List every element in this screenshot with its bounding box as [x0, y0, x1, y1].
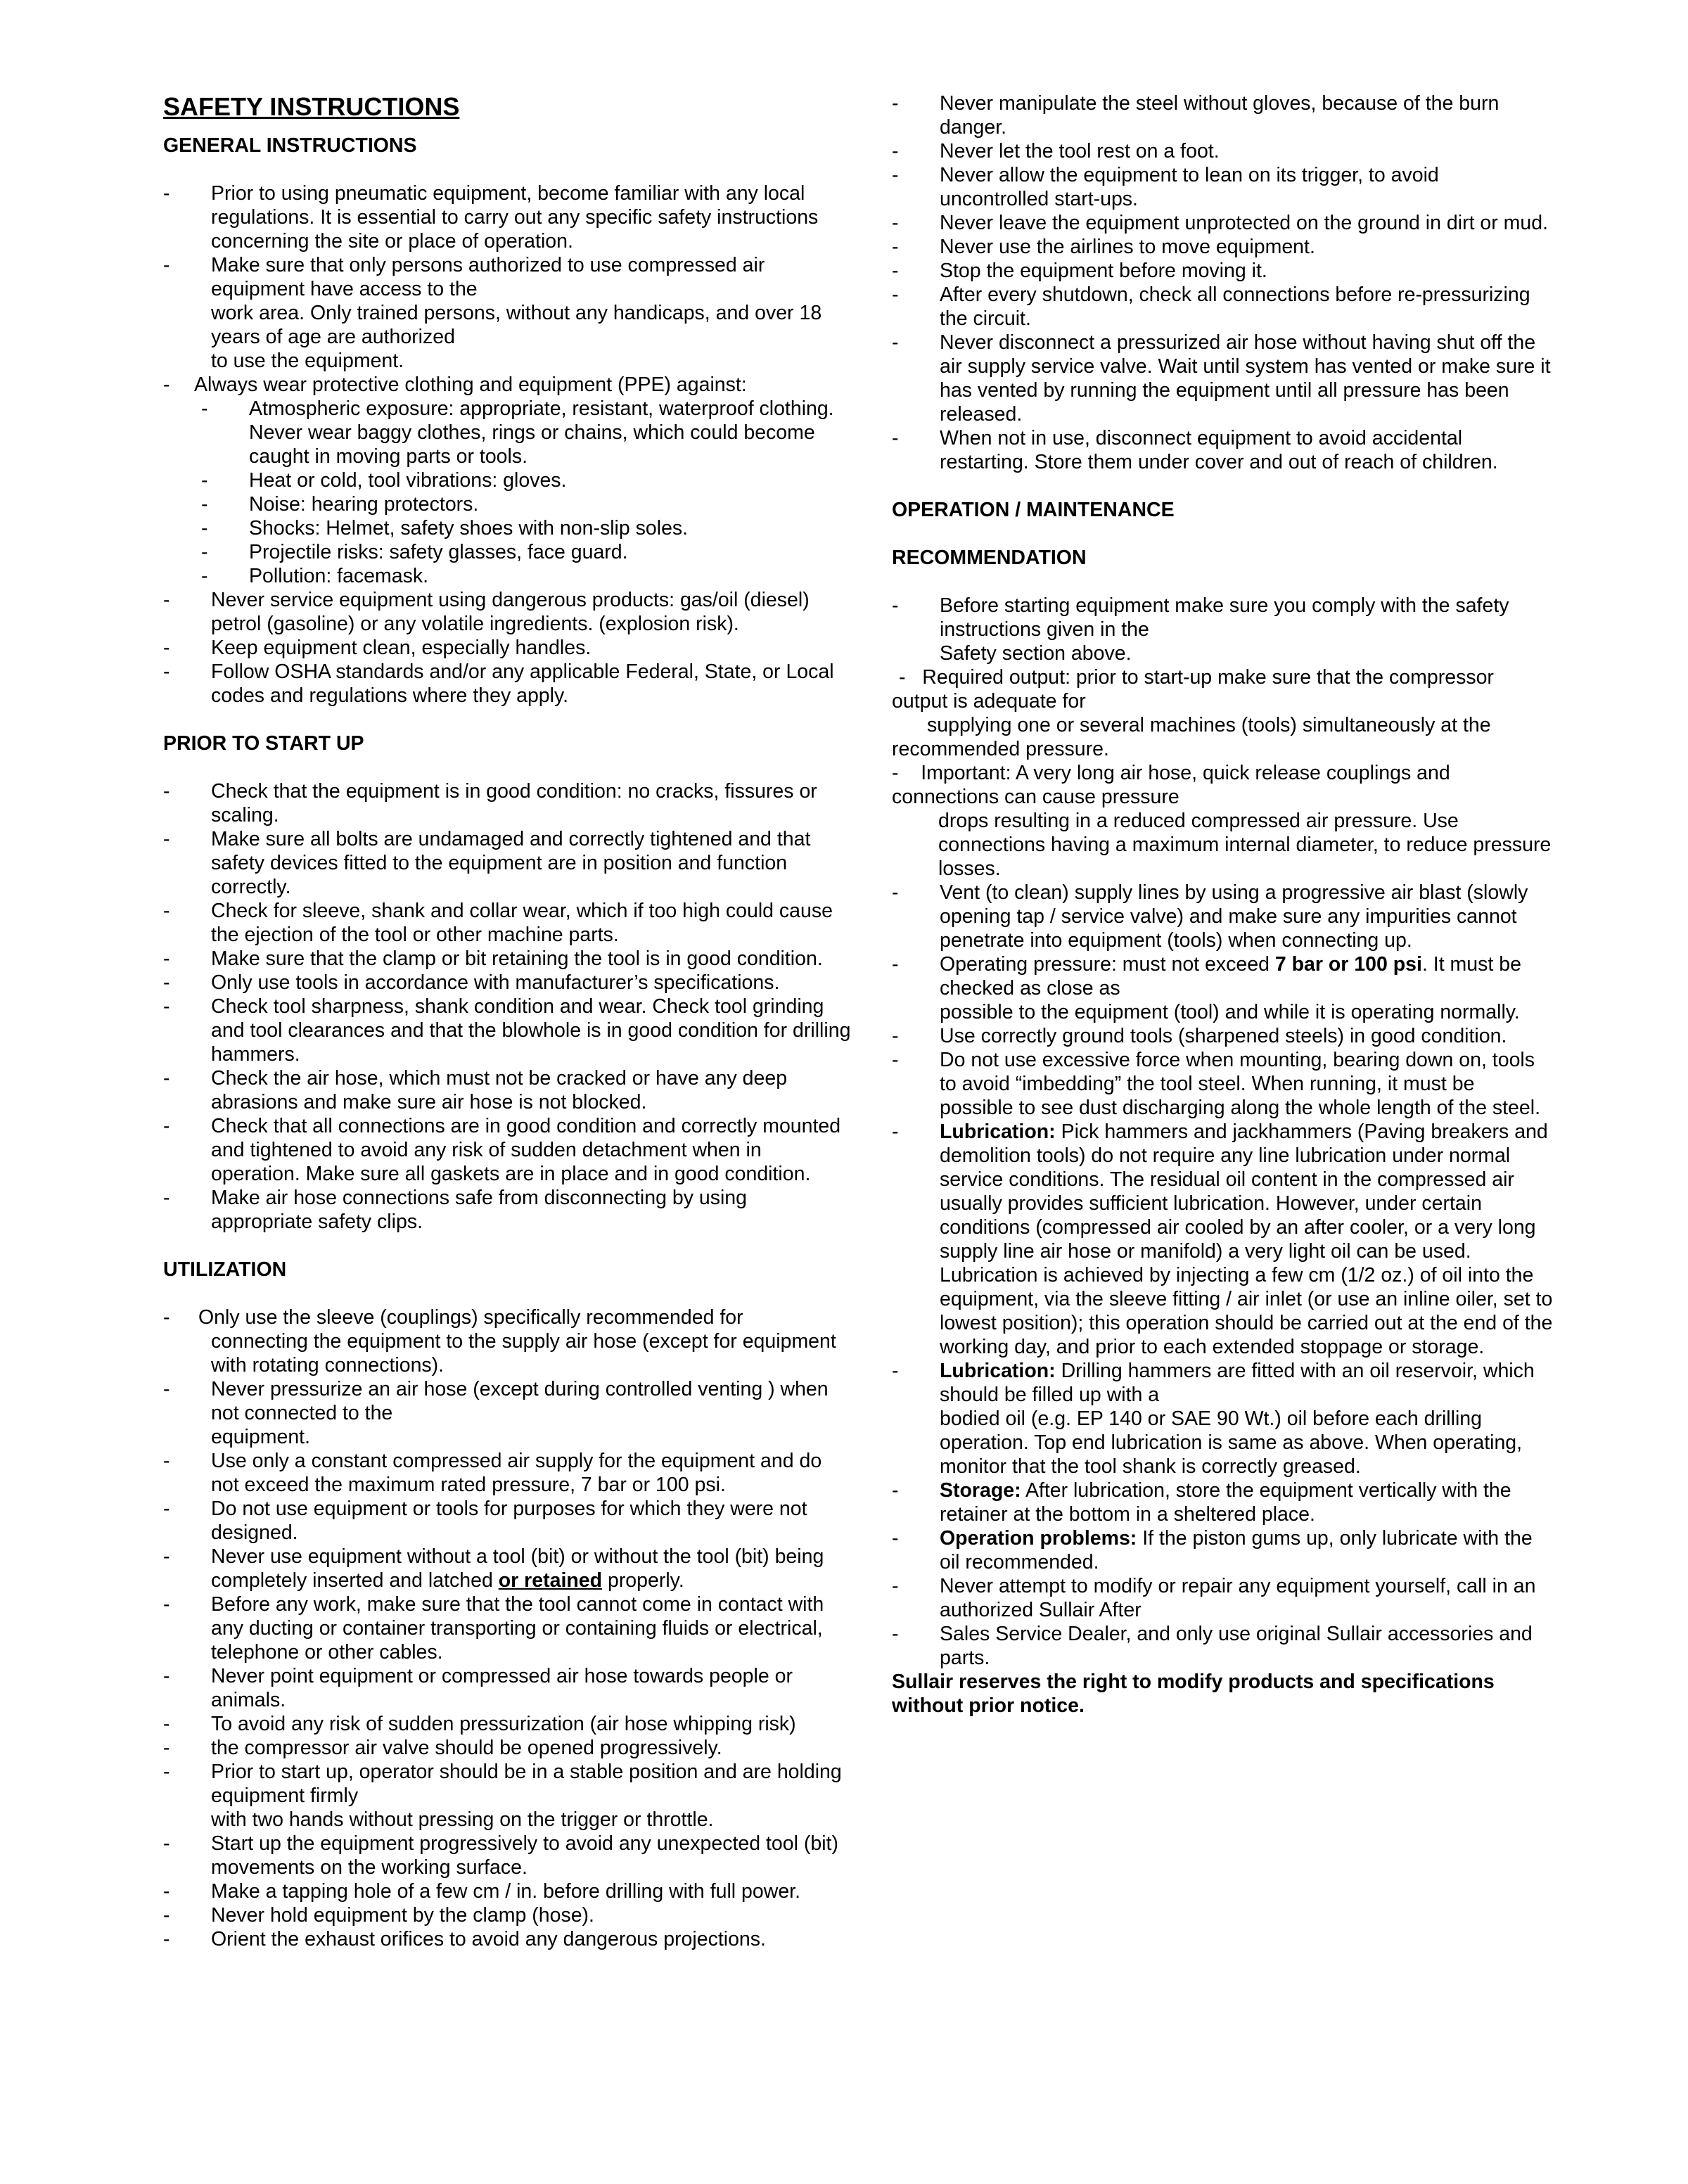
list-item: - Check tool sharpness, shank condition and wear. Check tool grinding and tool clearances and that the blowhole is in good condition for drilling hammers. [163, 995, 851, 1066]
list-item: - Lubrication: Pick hammers and jackhammers (Paving breakers and demolition tools) do not require any line lubrication under normal service conditions. The residual oil content in the compressed air usually provides sufficient lubrication. However, under certain conditions (compressed air cooled by an after cooler, or a very long supply line air hose or manifold) a very light oil can be used. Lubrication is achieved by injecting a few cm (1/2 oz.) of oil into the equipment, via the sleeve fitting / air inlet (or use an inline oiler, set to lowest position); this operation should be carried out at the end of the working day, and prior to each extended stoppage or storage. [892, 1120, 1553, 1358]
sub-list-item: - Pollution: facemask. [201, 565, 429, 587]
list-item: - Vent (to clean) supply lines by using a progressive air blast (slowly opening tap / service valve) and make sure any impurities cannot penetrate into equipment (tools) when connecting up. [892, 881, 1528, 952]
list-item: - Never point equipment or compressed air hose towards people or animals. [163, 1665, 793, 1711]
list-item: - Storage: After lubrication, store the equipment vertically with the retainer at the bottom in a sheltered place. [892, 1479, 1511, 1526]
list-item: - Never attempt to modify or repair any equipment yourself, call in an authorized Sullair After [892, 1575, 1536, 1621]
list-item: - Never leave the equipment unprotected on the ground in dirt or mud. [892, 212, 1549, 234]
list-item: - When not in use, disconnect equipment to avoid accidental restarting. Store them under cover and out of reach of children. [892, 427, 1498, 473]
list-item: - Start up the equipment progressively to avoid any unexpected tool (bit) movements on the working surface. [163, 1832, 838, 1879]
list-item: - Prior to start up, operator should be in a stable position and are holding equipment firmly with two hands without pressing on the trigger or throttle. [163, 1761, 842, 1831]
list-item: - Never disconnect a pressurized air hose without having shut off the air supply service valve. Wait until system has vented or make sure it has vented by running the equipment until all pressure has been released. [892, 331, 1551, 426]
right-column [892, 91, 1553, 1718]
list-item: - Prior to using pneumatic equipment, become familiar with any local regulations. It is essential to carry out any specific safety instructions concerning the site or place of operation. [163, 182, 819, 253]
list-item: - Always wear protective clothing and equipment (PPE) against: [163, 373, 747, 396]
list-item: - Keep equipment clean, especially handles. [163, 637, 592, 659]
list-item: - Never manipulate the steel without gloves, because of the burn danger. [892, 92, 1500, 139]
list-item: - Make a tapping hole of a few cm / in. before drilling with full power. [163, 1880, 801, 1903]
sub-list-item: - Atmospheric exposure: appropriate, resistant, waterproof clothing. Never wear baggy clothes, rings or chains, which could become caught in moving parts or tools. [201, 397, 834, 468]
list-item: - Check that the equipment is in good condition: no cracks, fissures or scaling. [163, 780, 817, 826]
list-item: - Do not use excessive force when mounting, bearing down on, tools to avoid “imbedding” the tool steel. When running, it must be possible to see dust discharging along the whole length of the steel. [892, 1049, 1540, 1119]
list-item: - Check the air hose, which must not be cracked or have any deep abrasions and make sure air hose is not blocked. [163, 1067, 788, 1113]
list-item: - Check that all connections are in good condition and correctly mounted and tightened to avoid any risk of sudden detachment when in operation. Make sure all gaskets are in place and in good condition. [163, 1115, 841, 1185]
list-item: - Required output: prior to start-up make sure that the compressor output is adequate for supplying one or several machines (tools) simultaneously at the recommended pressure. [892, 666, 1494, 760]
list-item: - Make sure that the clamp or bit retaining the tool is in good condition. [163, 947, 823, 970]
list-item: - After every shutdown, check all connections before re-pressurizing the circuit. [892, 283, 1530, 330]
list-item: - Make air hose connections safe from disconnecting by using appropriate safety clips. [163, 1187, 747, 1233]
list-item: - Use only a constant compressed air supply for the equipment and do not exceed the maximum rated pressure, 7 bar or 100 psi. [163, 1450, 822, 1496]
section-heading-general: GENERAL INSTRUCTIONS [163, 134, 417, 157]
section-heading-prior: PRIOR TO START UP [163, 732, 364, 755]
list-item: - Sales Service Dealer, and only use original Sullair accessories and parts. [892, 1623, 1533, 1669]
list-item: - Never pressurize an air hose (except during controlled venting ) when not connected to the equipment. [163, 1378, 829, 1448]
list-item: - Follow OSHA standards and/or any applicable Federal, State, or Local codes and regulations where they apply. [163, 660, 834, 707]
page-title: SAFETY INSTRUCTIONS [163, 92, 460, 121]
list-item: - Never allow the equipment to lean on its trigger, to avoid uncontrolled start-ups. [892, 164, 1439, 210]
list-item: - Important: A very long air hose, quick release couplings and connections can cause pressure drops resulting in a reduced compressed air pressure. Use connections having a maximum internal diameter, to reduce pressure losses. [892, 762, 1552, 880]
list-item: - Before starting equipment make sure you comply with the safety instructions given in the Safety section above. [892, 594, 1509, 665]
list-item: - Stop the equipment before moving it. [892, 260, 1267, 282]
sub-list-item: - Noise: hearing protectors. [201, 493, 479, 516]
list-item: - Orient the exhaust orifices to avoid any dangerous projections. [163, 1928, 766, 1950]
list-item: - Do not use equipment or tools for purposes for which they were not designed. [163, 1497, 807, 1544]
section-heading-operation: OPERATION / MAINTENANCE [892, 499, 1175, 521]
list-item: - Operating pressure: must not exceed 7 bar or 100 psi. It must be checked as close as possible to the equipment (tool) and while it is operating normally. [892, 953, 1521, 1023]
list-item: - Before any work, make sure that the tool cannot come in contact with any ducting or container transporting or containing fluids or electrical, telephone or other cables. [163, 1593, 824, 1663]
list-item: - Only use tools in accordance with manufacturer’s specifications. [163, 971, 780, 994]
list-item: - Use correctly ground tools (sharpened steels) in good condition. [892, 1025, 1507, 1047]
list-item: - Never hold equipment by the clamp (hose). [163, 1904, 594, 1927]
closing-statement: Sullair reserves the right to modify products and specifications without prior notice. [892, 1671, 1495, 1717]
list-item: - Make sure all bolts are undamaged and correctly tightened and that safety devices fitted to the equipment are in position and function correctly. [163, 828, 811, 898]
list-item: - Check for sleeve, shank and collar wear, which if too high could cause the ejection of the tool or other machine parts. [163, 900, 833, 946]
list-item: - Operation problems: If the piston gums up, only lubricate with the oil recommended. [892, 1527, 1533, 1573]
list-item: - Never use the airlines to move equipment. [892, 236, 1315, 258]
list-item: - Lubrication: Drilling hammers are fitted with an oil reservoir, which should be filled up with a bodied oil (e.g. EP 140 or SAE 90 Wt.) oil before each drilling operation. Top end lubrication is same as above. When operating, monitor that the tool shank is correctly greased. [892, 1360, 1535, 1478]
list-item: - the compressor air valve should be opened progressively. [163, 1737, 722, 1759]
sub-list-item: - Heat or cold, tool vibrations: gloves. [201, 469, 567, 492]
list-item: - To avoid any risk of sudden pressurization (air hose whipping risk) [163, 1713, 796, 1735]
list-item: - Make sure that only persons authorized to use compressed air equipment have access to the work area. Only trained persons, without any handicaps, and over 18 years of age are authorized to use the equipment. [163, 254, 822, 372]
sub-list-item: - Projectile risks: safety glasses, face guard. [201, 541, 628, 563]
list-item: - Never let the tool rest on a foot. [892, 140, 1220, 162]
section-subheading-recommendation: RECOMMENDATION [892, 547, 1087, 569]
sub-list-item: - Shocks: Helmet, safety shoes with non-slip soles. [201, 517, 689, 539]
list-item: - Never use equipment without a tool (bit) or without the tool (bit) being completely inserted and latched or retained properly. [163, 1545, 824, 1592]
list-item: - Only use the sleeve (couplings) specifically recommended for connecting the equipment to the supply air hose (except for equipment with rotating connections). [163, 1306, 836, 1377]
left-column [163, 91, 852, 1951]
list-item: - Never service equipment using dangerous products: gas/oil (diesel) petrol (gasoline) or any volatile ingredients. (explosion risk). [163, 589, 810, 635]
section-heading-utilization: UTILIZATION [163, 1258, 287, 1281]
